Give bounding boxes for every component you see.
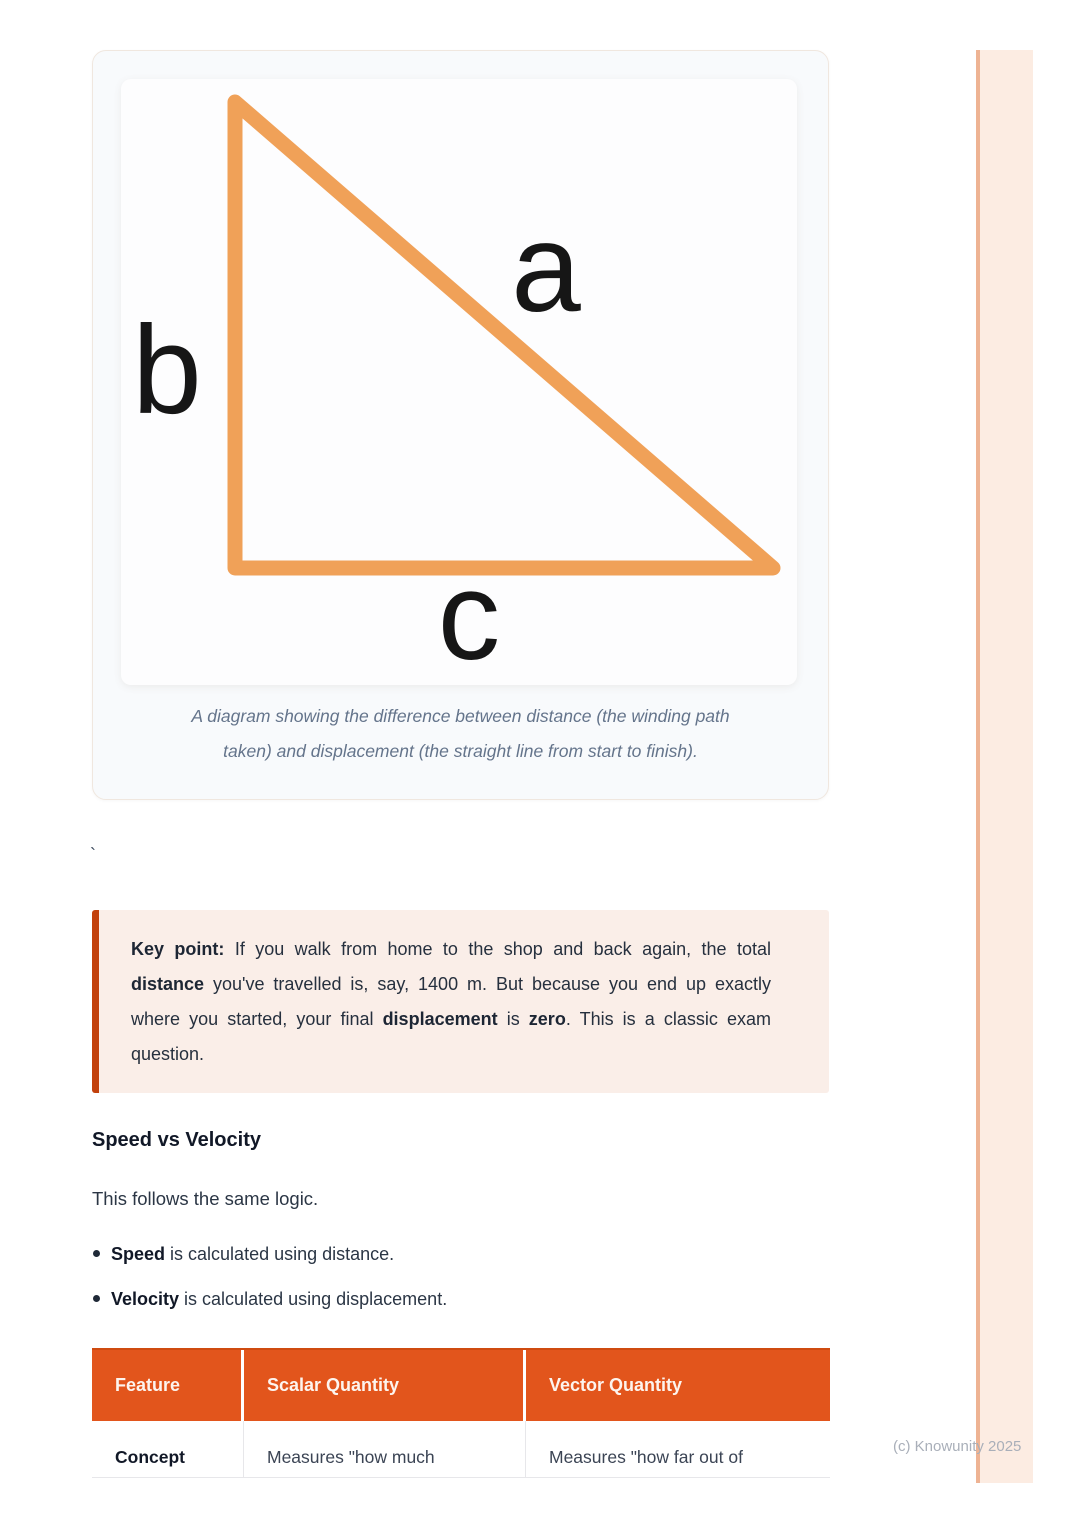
bullet-term: Speed	[111, 1244, 166, 1264]
key-point-bold-displacement: displacement	[382, 1009, 498, 1029]
key-point-callout	[92, 910, 829, 1093]
triangle-label-c: c	[437, 547, 501, 685]
bullet-term: Velocity	[111, 1289, 180, 1309]
key-point-bold-distance: distance	[131, 974, 205, 994]
key-point-lead: Key point:	[131, 939, 225, 959]
bullet-text: is calculated using distance.	[165, 1244, 395, 1264]
table-cell-scalar: Measures "how much	[244, 1421, 526, 1477]
table-header-scalar: Scalar Quantity	[244, 1350, 526, 1421]
triangle-diagram	[121, 79, 797, 685]
triangle-label-b: b	[132, 301, 202, 440]
figure-card	[92, 50, 829, 800]
bullet-icon	[93, 1295, 100, 1302]
key-point-text	[131, 932, 771, 1072]
page-margin-strip	[976, 50, 1033, 1483]
key-point-segment: is	[497, 1009, 529, 1029]
comparison-table	[92, 1348, 830, 1478]
bullet-icon	[93, 1250, 100, 1257]
stray-backtick: `	[90, 845, 96, 865]
copyright-watermark: (c) Knowunity 2025	[893, 1438, 1022, 1455]
bullet-list	[92, 1241, 772, 1331]
table-header-feature: Feature	[92, 1350, 244, 1421]
table-header-vector: Vector Quantity	[549, 1375, 683, 1395]
bullet-text: is calculated using displacement.	[179, 1289, 448, 1309]
key-point-segment: . This is a classic exam question.	[131, 1009, 771, 1064]
key-point-segment: you've travelled is, say, 1400 m. But because you end up exactly where you started, your final	[131, 974, 771, 1029]
table-cell-vector: Measures "how far out of	[549, 1447, 743, 1467]
list-item	[92, 1241, 772, 1268]
key-point-bold-zero: zero	[528, 1009, 566, 1029]
key-point-segment: If you walk from home to the shop and back again, the total	[224, 939, 771, 959]
right-triangle-figure	[121, 79, 797, 685]
triangle-shape	[235, 102, 773, 568]
table-header-row	[92, 1348, 830, 1421]
section-heading: Speed vs Velocity	[92, 1129, 261, 1151]
table-row	[92, 1421, 830, 1478]
list-item	[92, 1286, 772, 1313]
section-intro: This follows the same logic.	[92, 1188, 319, 1209]
figure-caption: A diagram showing the difference between distance (the winding path taken) and displacement (the straight line from start to finish).	[191, 706, 730, 761]
table-cell-feature: Concept	[92, 1421, 244, 1477]
triangle-label-a: a	[511, 199, 581, 338]
